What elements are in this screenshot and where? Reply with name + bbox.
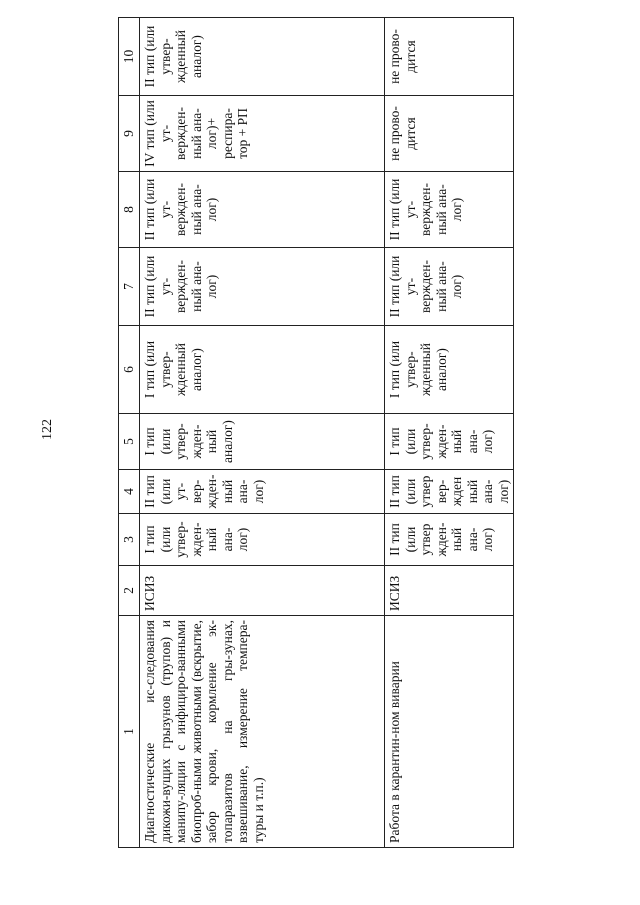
row1-cell-4: II тип (или ут-вер-жден-ный ана-лог) [140,470,385,514]
table-row [385,18,514,848]
row1-cell-7: II тип (или ут-вержден-ный ана-лог) [140,248,385,326]
header-cell-4: 4 [119,470,140,514]
table-rotated-container [118,25,511,848]
row2-cell-9: не прово-дится [385,96,514,172]
row2-cell-4: II тип (или утвер вер-жден ный ана-лог) [385,470,514,514]
header-cell-8: 8 [119,172,140,248]
header-cell-10: 10 [119,18,140,96]
row2-cell-2: ИСИЗ [385,566,514,616]
row1-cell-9: IV тип (или ут-вержден-ный ана-лог)+ респира-тор + РП [140,96,385,172]
row2-cell-10: не прово-дится [385,18,514,96]
row2-activity-cell: Работа в карантин-ном виварии [385,616,514,848]
table-header-row [119,18,140,848]
header-cell-1: 1 [119,616,140,848]
row2-cell-5: I тип (или утвер-жден-ный ана-лог) [385,414,514,470]
header-cell-7: 7 [119,248,140,326]
row1-cell-8: II тип (или ут-вержден-ный ана-лог) [140,172,385,248]
header-cell-9: 9 [119,96,140,172]
row1-activity-cell: Диагностические ис-следования дикожи-вущих грызунов (трупов) и манипу-ляции с инфициро-ванными биопроб-ными животными (вскрытие, забор крови, кормление эк-топаразитов на гры-зунах, взвешивание, измерение темпера-туры и т.п.) [140,616,385,848]
header-cell-6: 6 [119,326,140,414]
row2-cell-6: I тип (или утвер-жденный аналог) [385,326,514,414]
document-table [118,17,514,848]
table-row [140,18,385,848]
row2-cell-8: II тип (или ут-вержден-ный ана-лог) [385,172,514,248]
row2-cell-3: II тип (или утвер жден-ный ана-лог) [385,514,514,566]
row1-cell-2: ИСИЗ [140,566,385,616]
row1-cell-5: I тип (или утвер-жден-ный аналог) [140,414,385,470]
row1-cell-3: I тип (или утвер-жден-ный ана-лог) [140,514,385,566]
header-cell-2: 2 [119,566,140,616]
row1-cell-10: II тип (или утвер-жденный аналог) [140,18,385,96]
row2-cell-7: II тип (или ут-вержден-ный ана-лог) [385,248,514,326]
header-cell-3: 3 [119,514,140,566]
header-cell-5: 5 [119,414,140,470]
page-number: 122 [40,419,55,440]
row1-cell-6: I тип (или утвер-жденный аналог) [140,326,385,414]
